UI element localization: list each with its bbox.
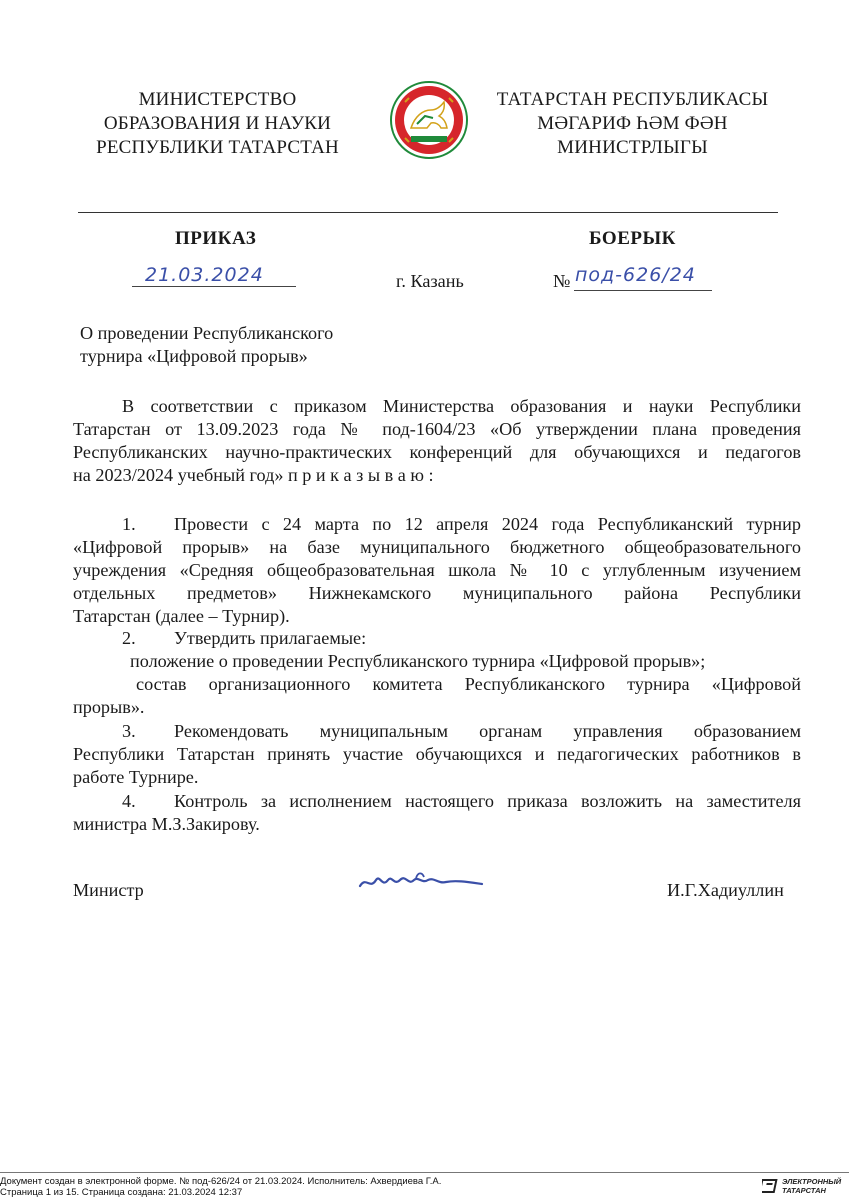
item3-line: Республики Татарстан принять участие обучающихся и педагогических работников в bbox=[73, 744, 801, 764]
item3-line: работе Турнире. bbox=[73, 767, 199, 787]
ministry-name-ru-line: ОБРАЗОВАНИЯ И НАУКИ bbox=[103, 113, 332, 134]
item-number: 2. bbox=[122, 628, 136, 648]
number-prefix: № bbox=[553, 271, 571, 291]
item4-line: министра М.З.Закирову. bbox=[73, 814, 260, 834]
ministry-name-ru-line: МИНИСТЕРСТВО bbox=[138, 89, 297, 110]
number-underline bbox=[574, 290, 712, 291]
item-number: 1. bbox=[122, 514, 136, 534]
handwritten-number: под-626/24 bbox=[575, 264, 696, 286]
order-subject-line: турнира «Цифровой прорыв» bbox=[80, 346, 308, 366]
doc-title-ru: ПРИКАЗ bbox=[175, 228, 257, 249]
city: г. Казань bbox=[396, 271, 464, 291]
signatory-position: Министр bbox=[73, 880, 144, 900]
doc-title-tt: БОЕРЫК bbox=[589, 228, 676, 249]
signatory-name: И.Г.Хадиуллин bbox=[667, 880, 784, 900]
header-divider bbox=[78, 212, 778, 213]
item1-line: Татарстан (далее – Турнир). bbox=[73, 606, 290, 626]
ministry-name-tt-line: МӘГАРИФ ҺӘМ ФӘН bbox=[537, 113, 728, 134]
electronic-tatarstan-logo bbox=[762, 1176, 846, 1196]
item1-line: учреждения «Средняя общеобразовательная школа № 10 с углубленным изучением bbox=[73, 560, 801, 580]
item1-line: отдельных предметов» Нижнекамского муниципального района Республики bbox=[73, 583, 801, 603]
item3-line: Рекомендовать муниципальным органам управления образованием bbox=[174, 721, 801, 741]
item4-line: Контроль за исполнением настоящего приказа возложить на заместителя bbox=[174, 791, 801, 811]
order-subject bbox=[80, 322, 333, 368]
ministry-name-tt bbox=[480, 88, 785, 160]
preamble-line: Республиканских научно-практических конференций для обучающихся и педагогов bbox=[73, 442, 801, 462]
handwritten-signature bbox=[356, 868, 486, 896]
item-number: 4. bbox=[122, 791, 136, 811]
item1-line: Провести с 24 марта по 12 апреля 2024 года Республиканский турнир bbox=[174, 514, 801, 534]
footer-line: Документ создан в электронной форме. № под-626/24 от 21.03.2024. Исполнитель: Ахвердиева Г.А. bbox=[0, 1176, 442, 1187]
footer-info bbox=[0, 1176, 441, 1198]
tatarstan-emblem bbox=[389, 80, 469, 160]
ministry-name-tt-line: МИНИСТРЛЫГЫ bbox=[557, 137, 708, 158]
item2-line: прорыв». bbox=[73, 697, 145, 717]
ministry-name-tt-line: ТАТАРСТАН РЕСПУБЛИКАСЫ bbox=[496, 89, 769, 110]
item2-line: положение о проведении Республиканского турнира «Цифровой прорыв»; bbox=[130, 651, 706, 671]
item2-line: Утвердить прилагаемые: bbox=[174, 628, 367, 648]
preamble-line: на 2023/2024 учебный год» п р и к а з ы в а ю : bbox=[73, 465, 434, 485]
preamble-line: Татарстан от 13.09.2023 года № под-1604/23 «Об утверждении плана проведения bbox=[73, 419, 801, 439]
handwritten-date: 21.03.2024 bbox=[145, 264, 264, 286]
item-number: 3. bbox=[122, 721, 136, 741]
footer-line: Страница 1 из 15. Страница создана: 21.03.2024 12:37 bbox=[0, 1187, 243, 1198]
item2-line: состав организационного комитета Республиканского турнира «Цифровой bbox=[136, 674, 801, 694]
logo-text-bottom: ТАТАРСТАН bbox=[782, 1186, 826, 1195]
date-underline bbox=[132, 286, 296, 287]
footer-divider bbox=[0, 1172, 849, 1173]
item1-line: «Цифровой прорыв» на базе муниципального бюджетного общеобразовательного bbox=[73, 537, 801, 557]
ministry-name-ru-line: РЕСПУБЛИКИ ТАТАРСТАН bbox=[96, 137, 339, 158]
ministry-name-ru bbox=[80, 88, 355, 160]
logo-text-top: ЭЛЕКТРОННЫЙ bbox=[782, 1177, 842, 1186]
preamble-line: В соответствии с приказом Министерства образования и науки Республики bbox=[122, 396, 801, 416]
order-subject-line: О проведении Республиканского bbox=[80, 323, 334, 343]
